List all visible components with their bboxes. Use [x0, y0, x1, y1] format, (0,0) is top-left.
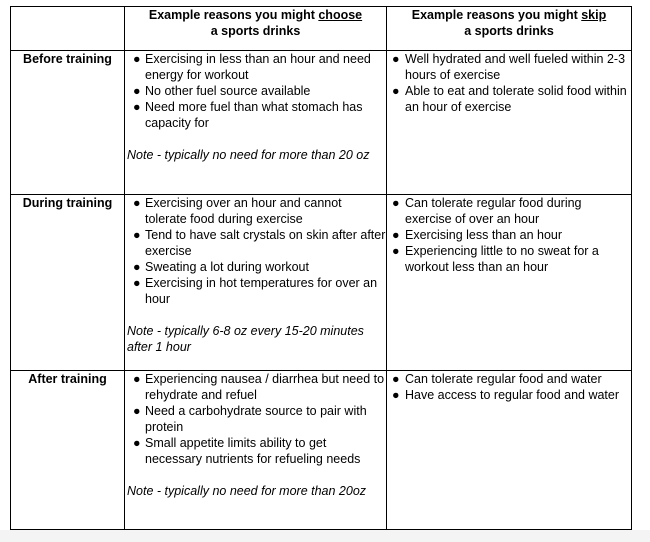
list-item [387, 83, 631, 115]
bullet-icon: ● [133, 372, 141, 386]
bullet-icon: ● [133, 260, 141, 274]
list-item-text: Need a carbohydrate source to pair with protein [145, 404, 367, 434]
choose-list [125, 371, 386, 467]
list-item-text: Exercising in hot temperatures for over an hour [145, 276, 378, 306]
table-row [11, 195, 632, 371]
header-skip-line1 [387, 7, 631, 23]
header-choose-line1 [125, 7, 386, 23]
bullet-icon: ● [133, 84, 141, 98]
header-choose-line2: a sports drinks [210, 24, 301, 38]
list-item-text: Small appetite limits ability to get necessary nutrients for refueling needs [145, 436, 361, 466]
list-item [125, 195, 386, 227]
header-row [11, 7, 632, 51]
skip-cell [387, 195, 632, 371]
bullet-icon: ● [133, 404, 141, 418]
bullet-icon: ● [392, 244, 400, 258]
bullet-icon: ● [133, 276, 141, 290]
choose-cell [125, 195, 387, 371]
list-item [387, 243, 631, 275]
list-item-text: Able to eat and tolerate solid food within an hour of exercise [405, 84, 627, 114]
bottom-edge [0, 530, 650, 542]
skip-list [387, 195, 631, 275]
skip-list [387, 371, 631, 403]
bullet-icon: ● [392, 52, 400, 66]
list-item [125, 435, 386, 467]
choose-cell [125, 51, 387, 195]
row-label: During training [11, 195, 125, 371]
list-item [387, 371, 631, 387]
list-item [387, 195, 631, 227]
row-label: After training [11, 371, 125, 530]
list-item-text: Experiencing little to no sweat for a workout less than an hour [405, 244, 599, 274]
list-item [125, 83, 386, 99]
list-item-text: Well hydrated and well fueled within 2-3 hours of exercise [405, 52, 626, 82]
choose-cell [125, 371, 387, 530]
bullet-icon: ● [133, 228, 141, 242]
header-skip [387, 7, 632, 51]
list-item-text: Exercising less than an hour [405, 228, 563, 242]
header-choose-prefix: Example reasons you might [148, 8, 319, 22]
skip-list [387, 51, 631, 115]
note-text: Note - typically no need for more than 20 oz [127, 148, 370, 162]
bullet-icon: ● [133, 52, 141, 66]
list-item [125, 275, 386, 307]
note-text: Note - typically no need for more than 20oz [127, 484, 367, 498]
list-item-text: Sweating a lot during workout [145, 260, 309, 274]
bullet-icon: ● [133, 100, 141, 114]
list-item-text: Can tolerate regular food during exercise of over an hour [405, 196, 582, 226]
list-item [387, 387, 631, 403]
bullet-icon: ● [133, 436, 141, 450]
list-item-text: Need more fuel than what stomach has capacity for [145, 100, 363, 130]
skip-cell [387, 51, 632, 195]
list-item [125, 51, 386, 83]
list-item [387, 227, 631, 243]
list-item-text: No other fuel source available [145, 84, 311, 98]
list-item [125, 403, 386, 435]
header-skip-prefix: Example reasons you might [411, 8, 582, 22]
list-item [125, 227, 386, 259]
note-text: Note - typically 6-8 oz every 15-20 minutes after 1 hour [127, 324, 364, 354]
bullet-icon: ● [392, 196, 400, 210]
list-item-text: Experiencing nausea / diarrhea but need to rehydrate and refuel [145, 372, 385, 402]
list-item [125, 371, 386, 403]
list-item-text: Exercising over an hour and cannot tolerate food during exercise [145, 196, 342, 226]
bullet-icon: ● [392, 372, 400, 386]
bullet-icon: ● [392, 84, 400, 98]
list-item-text: Exercising in less than an hour and need energy for workout [145, 52, 371, 82]
choose-list [125, 51, 386, 131]
bullet-icon: ● [392, 228, 400, 242]
bullet-icon: ● [133, 196, 141, 210]
list-item-text: Can tolerate regular food and water [405, 372, 602, 386]
list-item [387, 51, 631, 83]
header-skip-line2: a sports drinks [464, 24, 554, 38]
skip-cell [387, 371, 632, 530]
header-empty-cell [11, 7, 125, 51]
list-item [125, 259, 386, 275]
row-label: Before training [11, 51, 125, 195]
list-item-text: Tend to have salt crystals on skin after after exercise [145, 228, 386, 258]
choose-list [125, 195, 386, 307]
table-row [11, 51, 632, 195]
bullet-icon: ● [392, 388, 400, 402]
list-item-text: Have access to regular food and water [405, 388, 620, 402]
list-item [125, 99, 386, 131]
table-row [11, 371, 632, 530]
header-skip-emph: skip [581, 8, 607, 22]
header-choose [125, 7, 387, 51]
sports-drink-table [10, 6, 632, 530]
header-choose-emph: choose [318, 8, 363, 22]
